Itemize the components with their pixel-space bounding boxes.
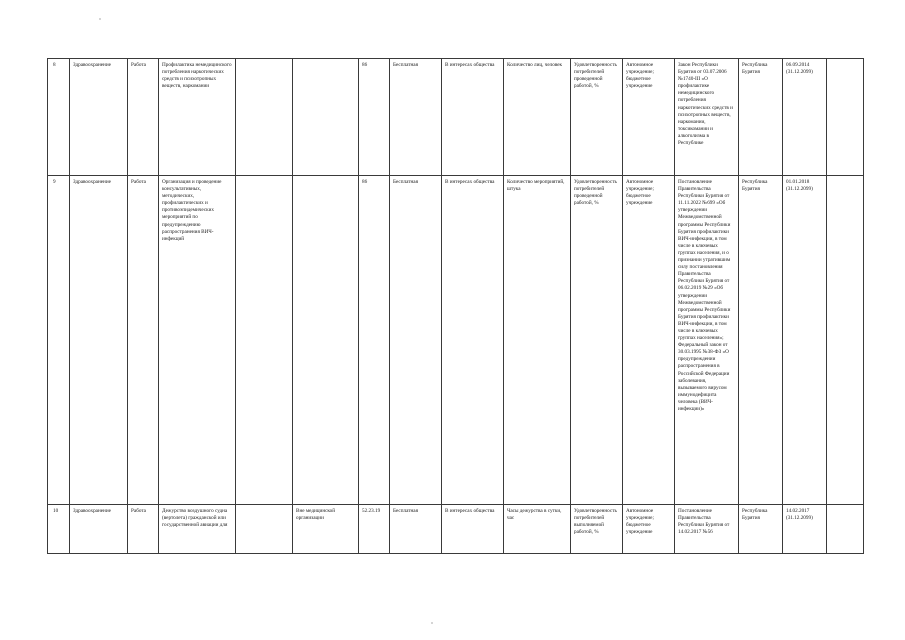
region-cell: Республика Бурятия <box>739 59 783 176</box>
sphere-cell: Здравоохранение <box>70 505 128 554</box>
last-cell <box>827 59 864 176</box>
type-cell: Работа <box>128 176 159 505</box>
volume-indicator-cell: Часы дежурства в сутки, час <box>504 505 571 554</box>
dates-cell: 01.01.2018 (31.12.2099) <box>783 176 827 505</box>
type-cell: Работа <box>128 505 159 554</box>
interest-cell: В интересах общества <box>442 59 504 176</box>
interest-cell: В интересах общества <box>442 176 504 505</box>
condition-cell: Вне медицинской организации <box>293 505 359 554</box>
scan-speck <box>431 622 433 624</box>
quality-indicator-cell: Удовлетворенность потребителей проведенной работой, % <box>571 176 623 505</box>
okved-code-cell: 52.23.19 <box>359 505 390 554</box>
legal-basis-cell: Постановление Правительства Республики Бурятия от 14.02.2017 №56 <box>675 505 739 554</box>
volume-indicator-cell: Количество лиц, человек <box>504 59 571 176</box>
type-cell: Работа <box>128 59 159 176</box>
table-row <box>48 59 864 176</box>
quality-indicator-cell: Удовлетворенность потребителей проведенной работой, % <box>571 59 623 176</box>
empty-cell <box>236 176 293 505</box>
empty-cell <box>236 505 293 554</box>
quality-indicator-cell: Удовлетворенность потребителей выполняемой работой, % <box>571 505 623 554</box>
row-number: 10 <box>48 505 70 554</box>
payment-cell: Бесплатная <box>390 59 442 176</box>
name-cell: Дежурство воздушного судна (вертолета) гражданской или государственной авиации для <box>159 505 236 554</box>
sphere-cell: Здравоохранение <box>70 176 128 505</box>
okved-code-cell: 86 <box>359 176 390 505</box>
region-cell: Республика Бурятия <box>739 176 783 505</box>
institution-type-cell: Автономное учреждение; бюджетное учреждение <box>623 59 675 176</box>
dates-cell: 14.02.2017 (31.12.2099) <box>783 505 827 554</box>
last-cell <box>827 505 864 554</box>
row-number: 8 <box>48 59 70 176</box>
payment-cell: Бесплатная <box>390 176 442 505</box>
last-cell <box>827 176 864 505</box>
empty-cell <box>236 59 293 176</box>
okved-code-cell: 86 <box>359 59 390 176</box>
volume-indicator-cell: Количество мероприятий, штука <box>504 176 571 505</box>
registry-table <box>47 58 864 554</box>
sphere-cell: Здравоохранение <box>70 59 128 176</box>
legal-basis-cell: Постановление Правительства Республики Бурятия от 11.11.2022 №699 «Об утверждении Межведомственной программы Республики Бурятия профилактики ВИЧ-инфекции, в том числе в ключевых группах населения, и о признании утратившим силу постановления Правительства Республики Бурятия от 06.02.2019 №29 «Об утверждении Межведомственной программы Республики Бурятия профилактики ВИЧ-инфекции, в том числе в ключевых группах населения»; Федеральный закон от 30.03.1995 №38-ФЗ «О предупреждении распространения в Российской Федерации заболевания, вызываемого вирусом иммунодефицита человека (ВИЧ-инфекции)» <box>675 176 739 505</box>
legal-basis-cell: Закон Республики Бурятия от 03.07.2006 №1740-III «О профилактике немедицинского потребления наркотических средств и психотропных веществ, наркомании, токсикомании и алкоголизма в Республике <box>675 59 739 176</box>
condition-cell <box>293 59 359 176</box>
table-row <box>48 176 864 505</box>
institution-type-cell: Автономное учреждение; бюджетное учреждение <box>623 505 675 554</box>
scan-speck <box>99 18 101 20</box>
row-number: 9 <box>48 176 70 505</box>
interest-cell: В интересах общества <box>442 505 504 554</box>
payment-cell: Бесплатная <box>390 505 442 554</box>
institution-type-cell: Автономное учреждение; бюджетное учреждение <box>623 176 675 505</box>
name-cell: Организация и проведение консультативных, методических, профилактических и противоэпидемических мероприятий по предупреждению распространения ВИЧ-инфекций <box>159 176 236 505</box>
dates-cell: 06.09.2014 (31.12.2099) <box>783 59 827 176</box>
table-row <box>48 505 864 554</box>
region-cell: Республика Бурятия <box>739 505 783 554</box>
condition-cell <box>293 176 359 505</box>
name-cell: Профилактика немедицинского потребления наркотических средств и психотропных веществ, наркомании <box>159 59 236 176</box>
